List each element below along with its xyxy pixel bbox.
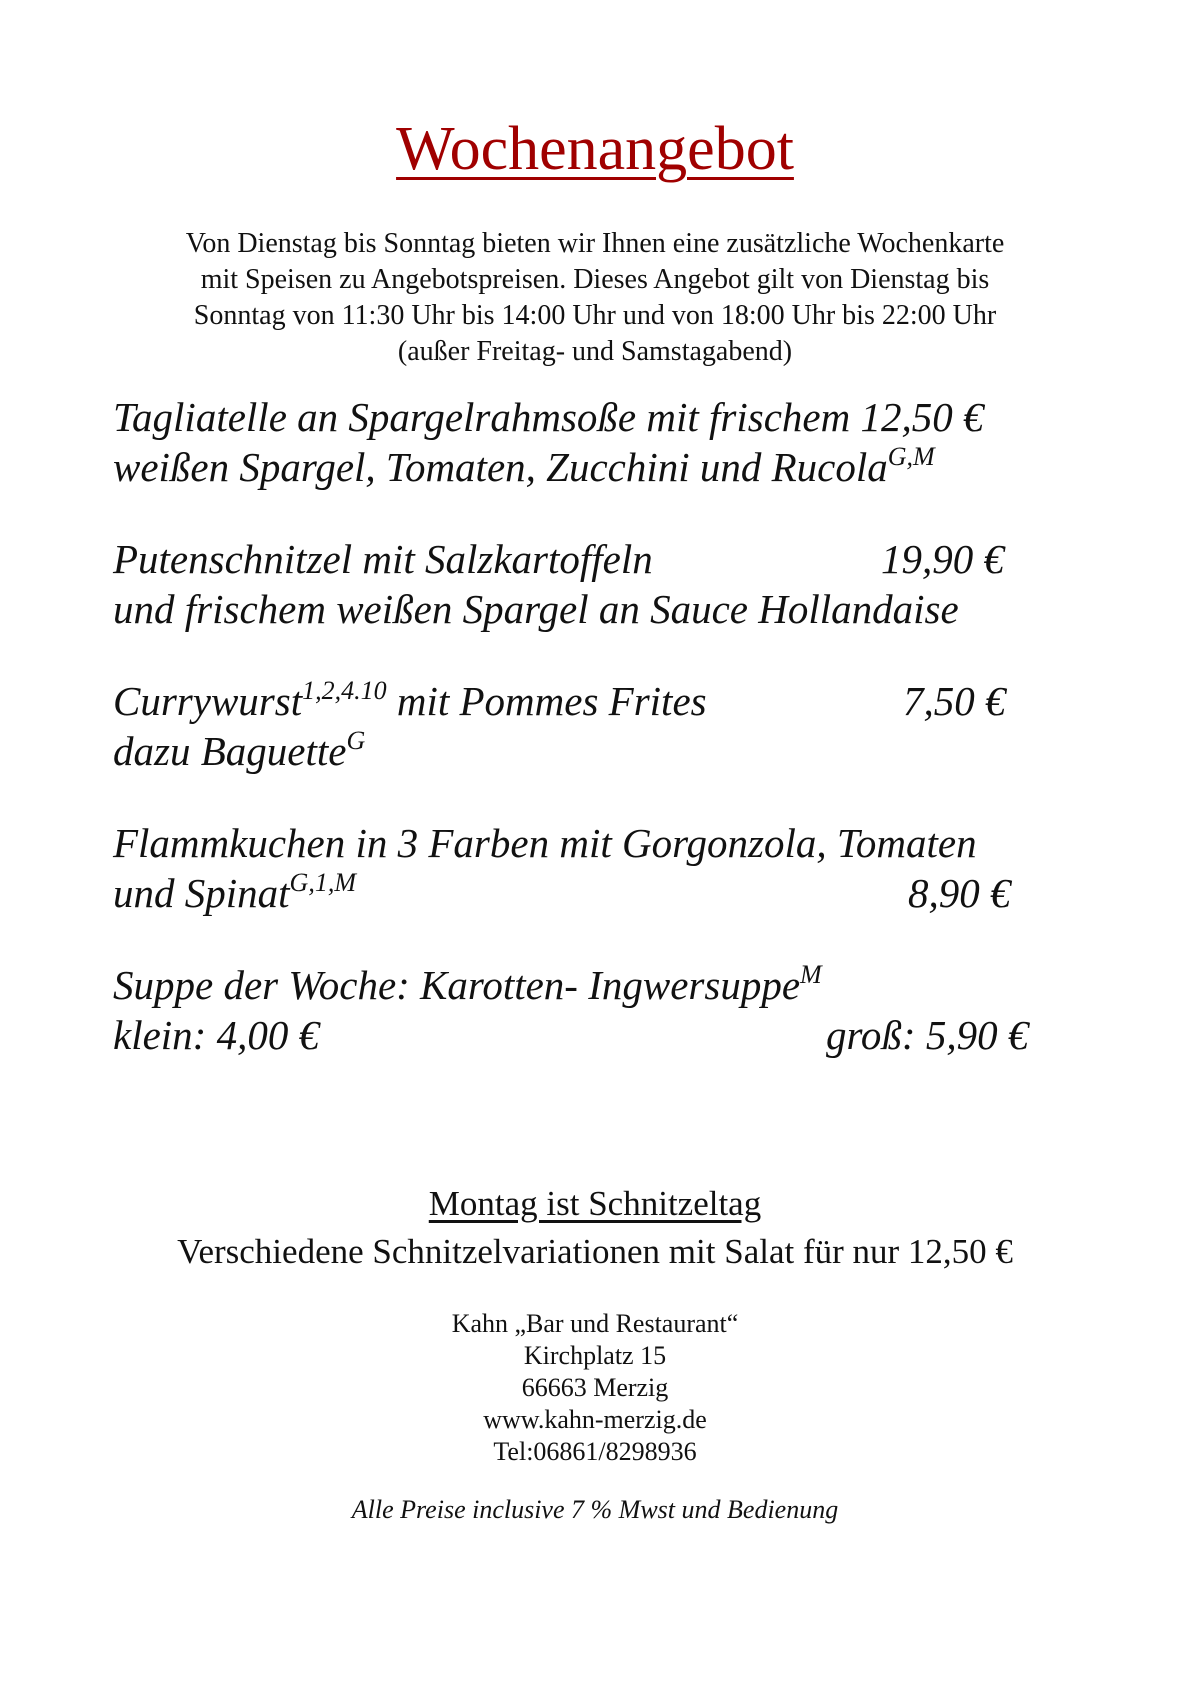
intro-text [80,226,1110,370]
monday-heading: Montag ist Schnitzeltag [428,1184,762,1223]
dish-flammkuchen [113,818,1083,918]
dish-line: und frischem weißen Spargel an Sauce Hollandaise [113,586,959,632]
allergen-codes: M [800,960,822,989]
dish-currywurst [113,676,1083,776]
dish-tagliatelle [113,392,1083,492]
restaurant-address [0,1308,1190,1468]
allergen-codes: 1,2,4.10 [302,676,387,705]
dish-line: Currywurst [113,678,303,724]
restaurant-name: Kahn „Bar und Restaurant“ [451,1309,739,1338]
dish-line: Suppe der Woche: Karotten- Ingwersuppe [113,962,801,1008]
intro-line: (außer Freitag- und Samstagabend) [397,336,793,367]
intro-line: mit Speisen zu Angebotspreisen. Dieses Angebot gilt von Dienstag bis [200,264,990,295]
restaurant-phone: Tel:06861/8298936 [493,1437,697,1466]
dish-price: 8,90 € [908,870,1011,916]
restaurant-city: 66663 Merzig [521,1373,669,1402]
dish-line: und Spinat [113,870,290,916]
page-title: Wochenangebot [396,115,794,183]
allergen-codes: G,M [887,442,935,471]
soup-large-price: groß: 5,90 € [826,1012,1029,1058]
dish-line: Putenschnitzel mit Salzkartoffeln [113,536,653,582]
soup-small-price: klein: 4,00 € [113,1012,320,1058]
dish-line: Flammkuchen in 3 Farben mit Gorgonzola, Tomaten [113,820,977,866]
dish-putenschnitzel [113,534,1083,634]
monday-special [0,1180,1190,1276]
monday-text: Verschiedene Schnitzelvariationen mit Salat für nur 12,50 € [177,1232,1013,1271]
restaurant-street: Kirchplatz 15 [523,1341,667,1370]
restaurant-website: www.kahn-merzig.de [483,1405,707,1434]
dish-line: dazu Baguette [113,728,347,774]
dish-soup [113,960,1083,1060]
intro-line: Von Dienstag bis Sonntag bieten wir Ihnen eine zusätzliche Wochenkarte [185,228,1005,259]
intro-line: Sonntag von 11:30 Uhr bis 14:00 Uhr und von 18:00 Uhr bis 22:00 Uhr [193,300,997,331]
price-note: Alle Preise inclusive 7 % Mwst und Bedienung [351,1495,839,1524]
dish-price: 7,50 € [903,678,1006,724]
dish-line: weißen Spargel, Tomaten, Zucchini und Rucola [113,444,888,490]
allergen-codes: G [346,726,366,755]
allergen-codes: G,1,M [289,868,356,897]
dish-price: 19,90 € [881,536,1004,582]
dish-line: mit Pommes Frites [386,678,707,724]
dish-line: Tagliatelle an Spargelrahmsoße mit frischem 12,50 € [113,394,984,440]
